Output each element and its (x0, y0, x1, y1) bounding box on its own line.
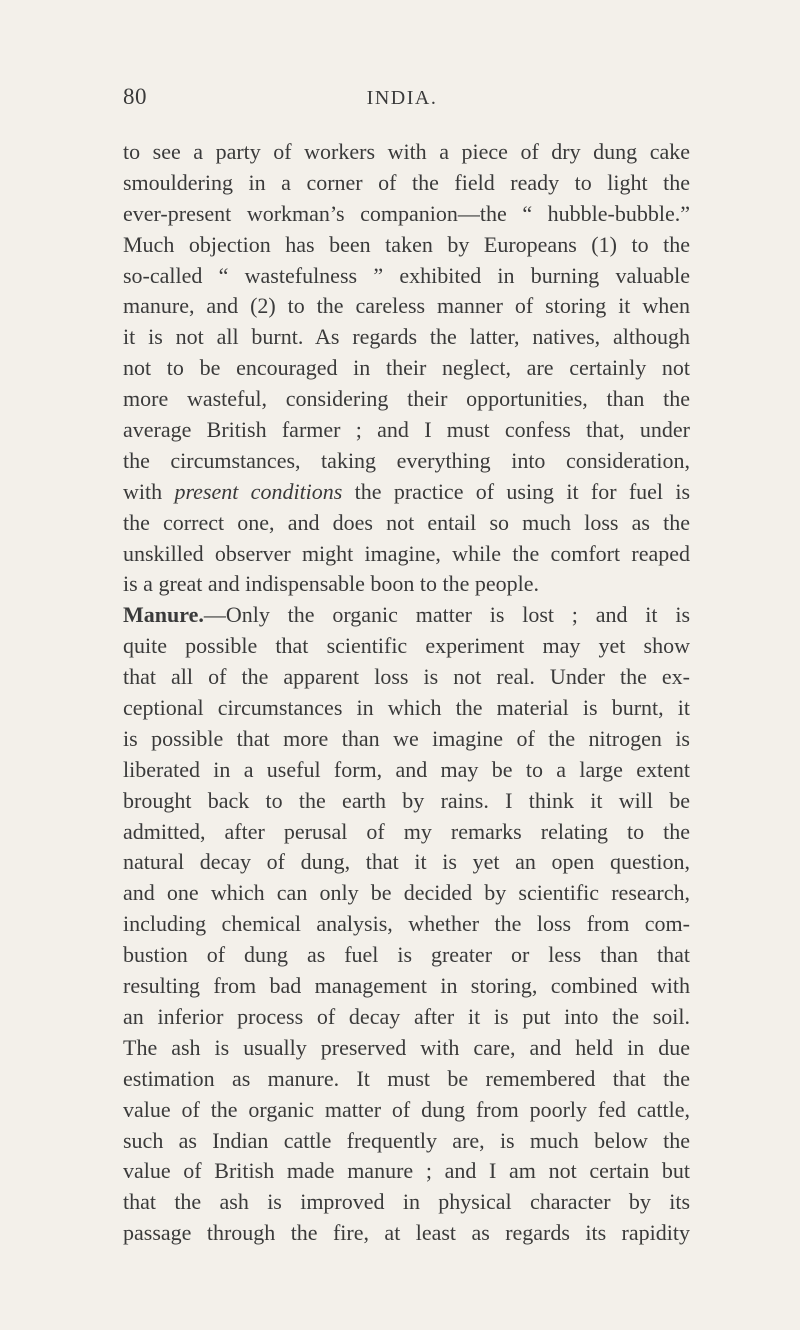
text-fragment: the practice of using it for fuel is (354, 478, 690, 504)
text-line: such as Indian cattle frequently are, is much below the (123, 1127, 690, 1153)
text-line: the correct one, and does not entail so much loss as the (123, 509, 690, 535)
text-line: smouldering in a corner of the field ready to light the (123, 169, 690, 195)
text-line: quite possible that scientific experiment may yet show (123, 633, 690, 659)
text-line: and one which can only be decided by scientific research, (123, 880, 690, 906)
text-line: that all of the apparent loss is not real. Under the ex- (123, 664, 690, 690)
text-line: passage through the fire, at least as regards its rapidity (123, 1220, 690, 1246)
text-line: value of British made manure ; and I am not certain but (123, 1158, 690, 1184)
text-fragment: —Only the organic matter is lost ; and it is (203, 602, 690, 628)
text-line: is possible that more than we imagine of the nitrogen is (123, 725, 690, 751)
text-line: that the ash is improved in physical character by its (123, 1189, 690, 1215)
text-line: to see a party of workers with a piece of dry dung cake (123, 139, 690, 164)
text-line: natural decay of dung, that it is yet an open question, (123, 849, 690, 875)
text-line: it is not all burnt. As regards the latter, natives, although (123, 324, 690, 350)
page-number: 80 (123, 84, 147, 109)
text-line: brought back to the earth by rains. I think it will be (123, 787, 690, 813)
text-line: not to be encouraged in their neglect, are certainly not (123, 355, 690, 381)
text-line: including chemical analysis, whether the loss from com- (123, 911, 690, 937)
text-line: unskilled observer might imagine, while the comfort reaped (123, 540, 690, 566)
text-line: the circumstances, taking everything into consideration, (123, 447, 690, 473)
text-line: manure, and (2) to the careless manner of storing it when (123, 293, 690, 319)
text-line: Much objection has been taken by Europeans (1) to the (123, 231, 690, 257)
text-line: value of the organic matter of dung from poorly fed cattle, (123, 1096, 690, 1122)
text-line: admitted, after perusal of my remarks relating to the (123, 818, 690, 844)
text-line: so-called “ wastefulness ” exhibited in burning valuable (123, 262, 690, 288)
text-line: more wasteful, considering their opportunities, than the (123, 386, 690, 412)
text-line: ever-present workman’s companion—the “ hubble-bubble.” (123, 200, 690, 226)
text-line: The ash is usually preserved with care, and held in due (123, 1034, 690, 1060)
text-line: average British farmer ; and I must confess that, under (123, 417, 690, 443)
text-line: resulting from bad management in storing, combined with (123, 973, 690, 999)
text-line: liberated in a useful form, and may be to a large extent (123, 756, 690, 782)
text-line: ceptional circumstances in which the material is burnt, it (123, 695, 690, 721)
text-line: bustion of dung as fuel is greater or less than that (123, 942, 690, 968)
paragraph-start-line (123, 600, 690, 631)
body-text (123, 137, 690, 1249)
text-fragment: with (123, 478, 163, 504)
text-line: estimation as manure. It must be remembered that the (123, 1065, 690, 1091)
text-line: is a great and indispensable boon to the people. (123, 571, 540, 597)
italic-phrase: present conditions (174, 478, 343, 504)
section-lead: Manure. (123, 602, 204, 628)
running-title: INDIA. (366, 87, 438, 109)
text-line: an inferior process of decay after it is put into the soil. (123, 1003, 690, 1029)
text-line-mixed (123, 477, 690, 508)
